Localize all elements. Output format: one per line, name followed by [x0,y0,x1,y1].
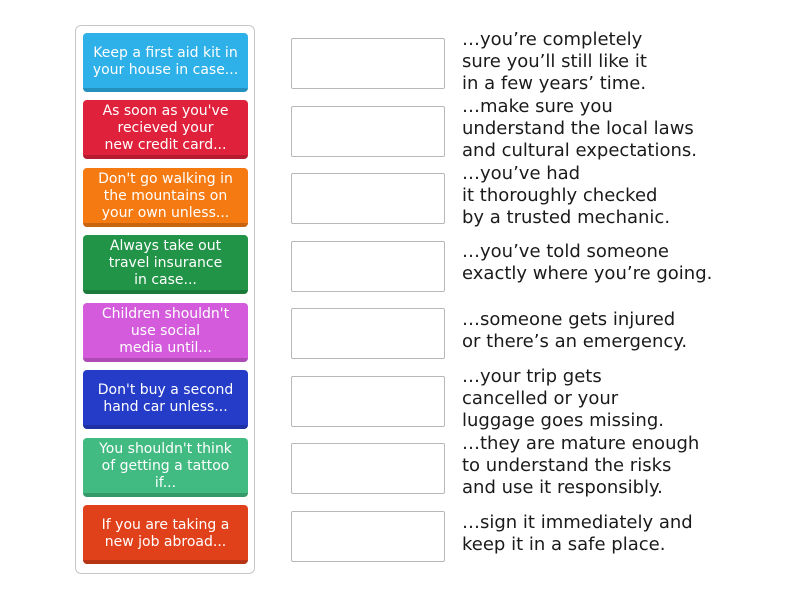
answer-tile-label: Keep a first aid kit in your house in case... [92,44,239,78]
answer-tile-label: Children shouldn't use social media until... [101,306,230,356]
clue-text-1: …you’re completely sure you’ll still like it in a few years’ time. [462,29,647,94]
drop-slot-5[interactable] [291,308,445,359]
clue-text-3: …you’ve had it thoroughly checked by a trusted mechanic. [462,163,671,228]
answer-tile-label: Don't buy a second hand car unless... [97,381,234,415]
answer-tile-7[interactable] [83,438,248,497]
drop-slot-2[interactable] [291,106,445,157]
drop-slot-6[interactable] [291,376,445,427]
answer-tile-label: You shouldn't think of getting a tattoo if... [99,441,232,491]
drop-slot-8[interactable] [291,511,445,562]
drop-slot-3[interactable] [291,173,445,224]
drop-slot-1[interactable] [291,38,445,89]
clue-text-5: …someone gets injured or there’s an emergency. [462,309,688,352]
drop-slot-7[interactable] [291,443,445,494]
clue-text-4: …you’ve told someone exactly where you’re going. [462,241,713,284]
answer-tile-4[interactable] [83,235,248,294]
clue-text-6: …your trip gets cancelled or your luggage goes missing. [462,366,664,431]
clue-text-2: …make sure you understand the local laws and cultural expectations. [462,96,697,161]
clue-text-8: …sign it immediately and keep it in a safe place. [462,512,693,555]
answer-tile-label: Don't go walking in the mountains on your own unless... [98,171,233,221]
answer-tile-6[interactable] [83,370,248,429]
answer-tile-5[interactable] [83,303,248,362]
answer-tile-label: As soon as you've recieved your new credit card... [102,103,229,153]
answer-tile-label: If you are taking a new job abroad... [101,516,230,550]
answer-tile-1[interactable] [83,33,248,92]
clue-text-7: …they are mature enough to understand the risks and use it responsibly. [462,433,700,498]
answer-tile-2[interactable] [83,100,248,159]
answer-tile-3[interactable] [83,168,248,227]
answer-tile-label: Always take out travel insurance in case... [108,238,223,288]
answer-tile-8[interactable] [83,505,248,564]
drop-slot-4[interactable] [291,241,445,292]
